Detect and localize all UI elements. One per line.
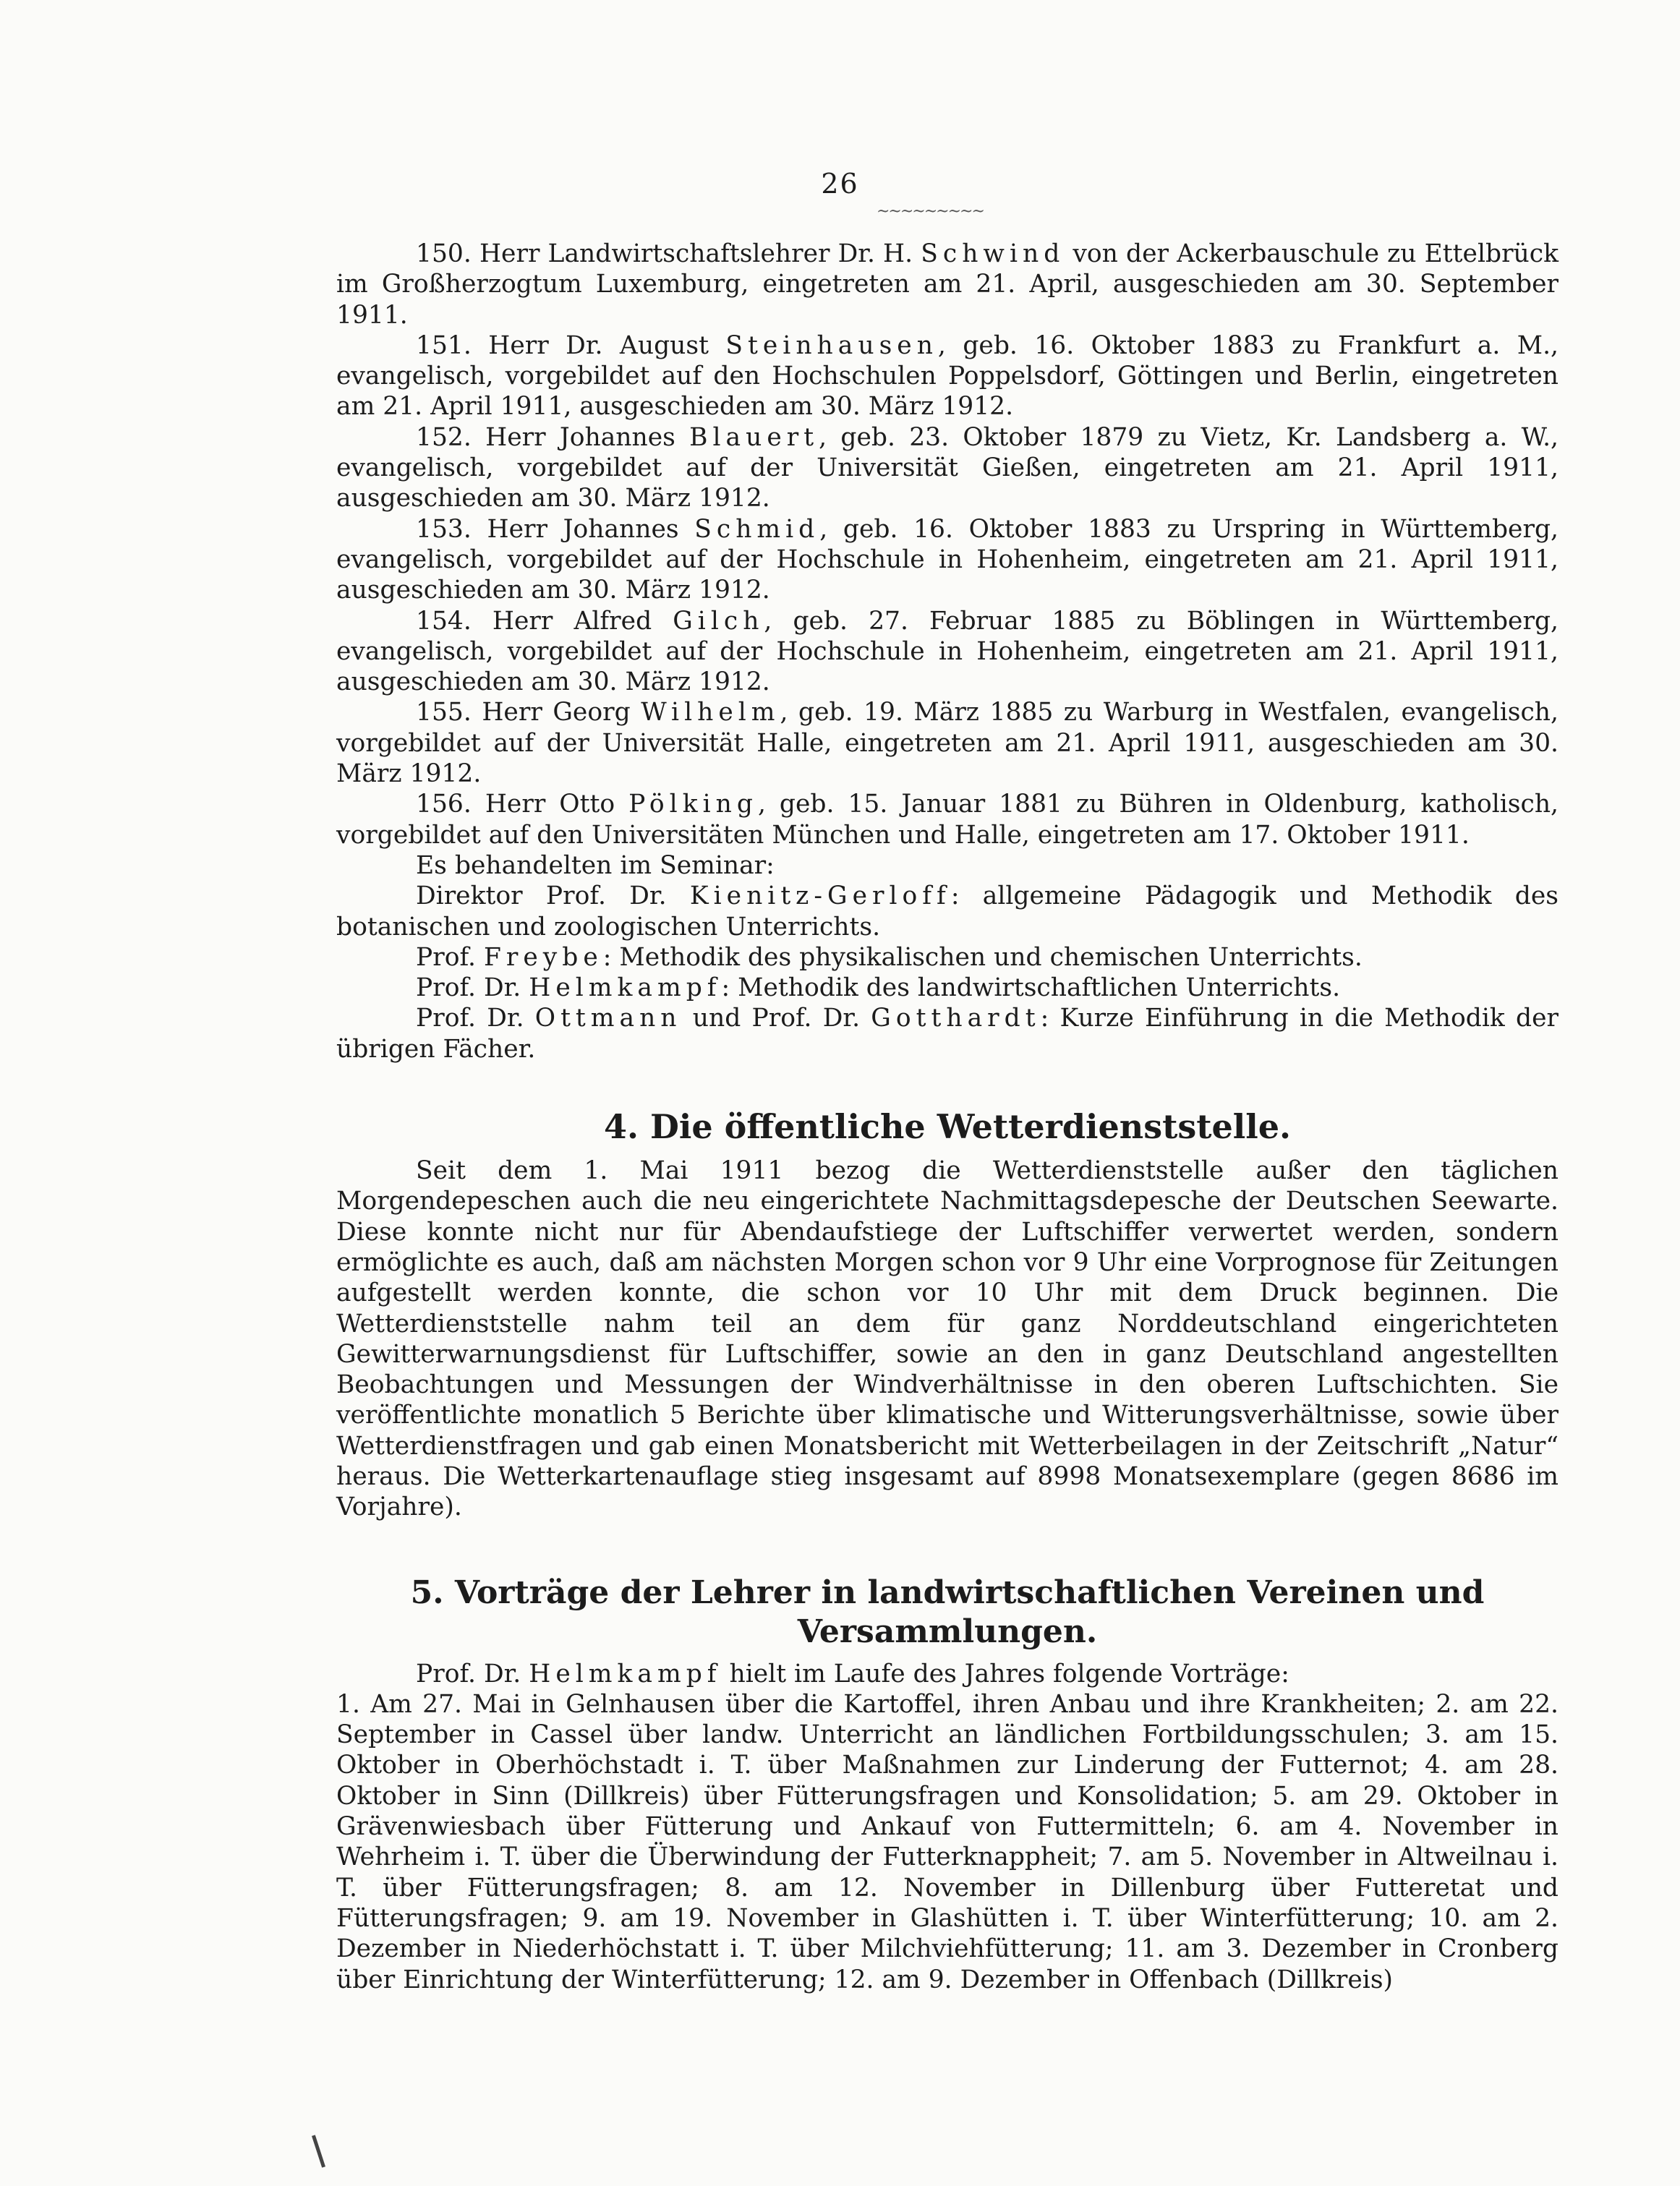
entry-number: 150. bbox=[416, 239, 472, 268]
lectures-intro-name: Helmkampf bbox=[529, 1659, 722, 1688]
seminar-item-name: Ottmann bbox=[534, 1004, 682, 1033]
seminar-intro: Es behandelten im Seminar: bbox=[416, 850, 775, 880]
seminar-item-prefix: Prof. bbox=[416, 942, 476, 972]
entry-text: , geb. 16. Oktober 1883 zu Urspring in Württemberg, evangelisch, vorgebildet auf der Hochschule in Hohenheim, eingetreten am 21. April 1911, ausgeschieden am 30. März 1912. bbox=[336, 514, 1559, 605]
seminar-item-topic: : Kurze Einführung in die Methodik der übrigen Fächer. bbox=[336, 1004, 1559, 1064]
section-heading-lectures: 5. Vorträge der Lehrer in landwirtschaftlichen Vereinen und Versammlungen. bbox=[410, 1574, 1485, 1650]
entry-prefix: Herr Johannes bbox=[485, 422, 675, 452]
seminar-item-name-2: Gotthardt bbox=[871, 1004, 1041, 1033]
entry-number: 155. bbox=[416, 698, 472, 727]
seminar-item bbox=[336, 881, 1559, 942]
entry-name: Steinhausen bbox=[725, 330, 938, 360]
entry-154 bbox=[336, 606, 1559, 698]
lectures-intro bbox=[336, 1659, 1559, 1689]
seminar-item bbox=[336, 942, 1559, 973]
scan-mark bbox=[312, 2135, 325, 2167]
entry-name: Blauert bbox=[689, 422, 819, 452]
entry-text: , geb. 15. Januar 1881 zu Bühren in Oldenburg, katholisch, vorgebildet auf den Universitäten München und Halle, eingetreten am 17. Oktober 1911. bbox=[336, 790, 1559, 850]
entry-prefix: Herr Johannes bbox=[487, 514, 679, 544]
entry-name: Schwind bbox=[921, 239, 1065, 268]
seminar-item bbox=[336, 1003, 1559, 1064]
entry-155 bbox=[336, 697, 1559, 789]
entry-150 bbox=[336, 239, 1559, 330]
entry-text: , geb. 19. März 1885 zu Warburg in Westfalen, evangelisch, vorgebildet auf der Universität Halle, eingetreten am 21. April 1911, ausgeschieden am 30. März 1912. bbox=[336, 698, 1559, 789]
entry-text: , geb. 23. Oktober 1879 zu Vietz, Kr. Landsberg a. W., evangelisch, vorgebildet auf der Universität Gießen, eingetreten am 21. April 1911, ausgeschieden am 30. März 1912. bbox=[336, 422, 1559, 513]
seminar-item bbox=[336, 973, 1559, 1003]
page-content bbox=[336, 239, 1559, 1995]
seminar-item-prefix: Prof. Dr. bbox=[416, 1004, 524, 1033]
entry-152 bbox=[336, 422, 1559, 514]
entry-text: , geb. 16. Oktober 1883 zu Frankfurt a. M., evangelisch, vorgebildet auf den Hochschulen Poppelsdorf, Göttingen und Berlin, eingetreten am 21. April 1911, ausgeschieden am 30. März 1912. bbox=[336, 330, 1559, 422]
page-number-ornament: ~~~~~~~~~ bbox=[877, 202, 984, 221]
entry-name: Gilch bbox=[673, 606, 764, 636]
section-heading-weather-service: 4. Die öffentliche Wetterdienststelle. bbox=[603, 1107, 1292, 1147]
entry-number: 156. bbox=[416, 790, 472, 819]
lectures-intro-prefix: Prof. Dr. bbox=[416, 1659, 521, 1688]
seminar-item-prefix: Direktor Prof. Dr. bbox=[416, 881, 667, 911]
seminar-item-topic: : Methodik des physikalischen und chemischen Unterrichts. bbox=[602, 942, 1363, 972]
seminar-item-mid: und Prof. Dr. bbox=[692, 1004, 861, 1033]
lectures-paragraph: 1. Am 27. Mai in Gelnhausen über die Kartoffel, ihren Anbau und ihre Krankheiten; 2. am 22. September in Cassel über landw. Unterricht an ländlichen Fortbildungsschulen; 3. am 15. Oktober in Oberhöchstadt i. T. über Maßnahmen zur Linderung der Futternot; 4. am 28. Oktober in Sinn (Dillkreis) über Fütterungsfragen und Konsolidation; 5. am 29. Oktober in Grävenwiesbach über Fütterung und Ankauf von Futtermitteln; 6. am 4. November in Wehrheim i. T. über die Überwindung der Futterknappheit; 7. am 5. November in Altweilnau i. T. über Fütterungsfragen; 8. am 12. November in Dillenburg über Futteretat und Fütterungsfragen; 9. am 19. November in Glashütten i. T. über Winterfütterung; 10. am 2. Dezember in Niederhöchstatt i. T. über Milchviehfütterung; 11. am 3. Dezember in Cronberg über Einrichtung der Winterfütterung; 12. am 9. Dezember in Offenbach (Dillkreis) bbox=[336, 1689, 1559, 1994]
entry-name: Pölking bbox=[628, 790, 758, 819]
entry-text: von der Ackerbauschule zu Ettelbrück im Großherzogtum Luxemburg, eingetreten am 21. April, ausgeschieden am 30. September 1911. bbox=[336, 239, 1559, 330]
entry-name: Schmid bbox=[694, 514, 820, 544]
entry-number: 153. bbox=[416, 514, 472, 544]
entry-prefix: Herr Dr. August bbox=[488, 330, 709, 360]
entry-number: 154. bbox=[416, 606, 472, 636]
entry-number: 151. bbox=[416, 330, 472, 360]
seminar-item-name: Freybe bbox=[483, 942, 603, 972]
weather-service-paragraph: Seit dem 1. Mai 1911 bezog die Wetterdienststelle außer den täglichen Morgendepeschen auch die neu eingerichtete Nachmittagsdepesche der Deutschen Seewarte. Diese konnte nicht nur für Abendaufstiege der Luftschiffer verwertet werden, sondern ermöglichte es auch, daß am nächsten Morgen schon vor 9 Uhr eine Vorprognose für Zeitungen aufgestellt werden konnte, die schon vor 10 Uhr mit dem Druck beginnen. Die Wetterdienststelle nahm teil an dem für ganz Norddeutschland eingerichteten Gewitterwarnungsdienst für Luftschiffer, sowie an den in ganz Deutschland angestellten Beobachtungen und Messungen der Windverhältnisse in den oberen Luftschichten. Sie veröffentlichte monatlich 5 Berichte über klimatische und Witterungsverhältnisse, sowie über Wetterdienstfragen und gab einen Monatsbericht mit Wetterbeilagen in der Zeitschrift „Natur“ heraus. Die Wetterkartenauflage stieg insgesamt auf 8998 Monatsexemplare (gegen 8686 im Vorjahre). bbox=[336, 1156, 1559, 1522]
seminar-item-name: Helmkampf bbox=[529, 973, 722, 1003]
seminar-item-topic: : allgemeine Pädagogik und Methodik des botanischen und zoologischen Unterrichts. bbox=[336, 881, 1559, 942]
entry-prefix: Herr Otto bbox=[485, 790, 615, 819]
entry-number: 152. bbox=[416, 422, 472, 452]
entry-prefix: Herr Landwirtschaftslehrer Dr. H. bbox=[479, 239, 913, 268]
entry-name: Wilhelm bbox=[641, 698, 780, 727]
seminar-item-name: Kienitz-Gerloff bbox=[689, 881, 951, 911]
page-number: 26 bbox=[821, 168, 859, 200]
entry-151 bbox=[336, 330, 1559, 422]
entry-text: , geb. 27. Februar 1885 zu Böblingen in Württemberg, evangelisch, vorgebildet auf der Hochschule in Hohenheim, eingetreten am 21. April 1911, ausgeschieden am 30. März 1912. bbox=[336, 606, 1559, 697]
entry-156 bbox=[336, 789, 1559, 850]
entry-prefix: Herr Georg bbox=[482, 698, 631, 727]
entry-prefix: Herr Alfred bbox=[492, 606, 652, 636]
seminar-item-topic: : Methodik des landwirtschaftlichen Unterrichts. bbox=[721, 973, 1341, 1003]
lectures-intro-text: hielt im Laufe des Jahres folgende Vorträge: bbox=[729, 1659, 1289, 1688]
seminar-item-prefix: Prof. Dr. bbox=[416, 973, 521, 1003]
entry-153 bbox=[336, 514, 1559, 606]
